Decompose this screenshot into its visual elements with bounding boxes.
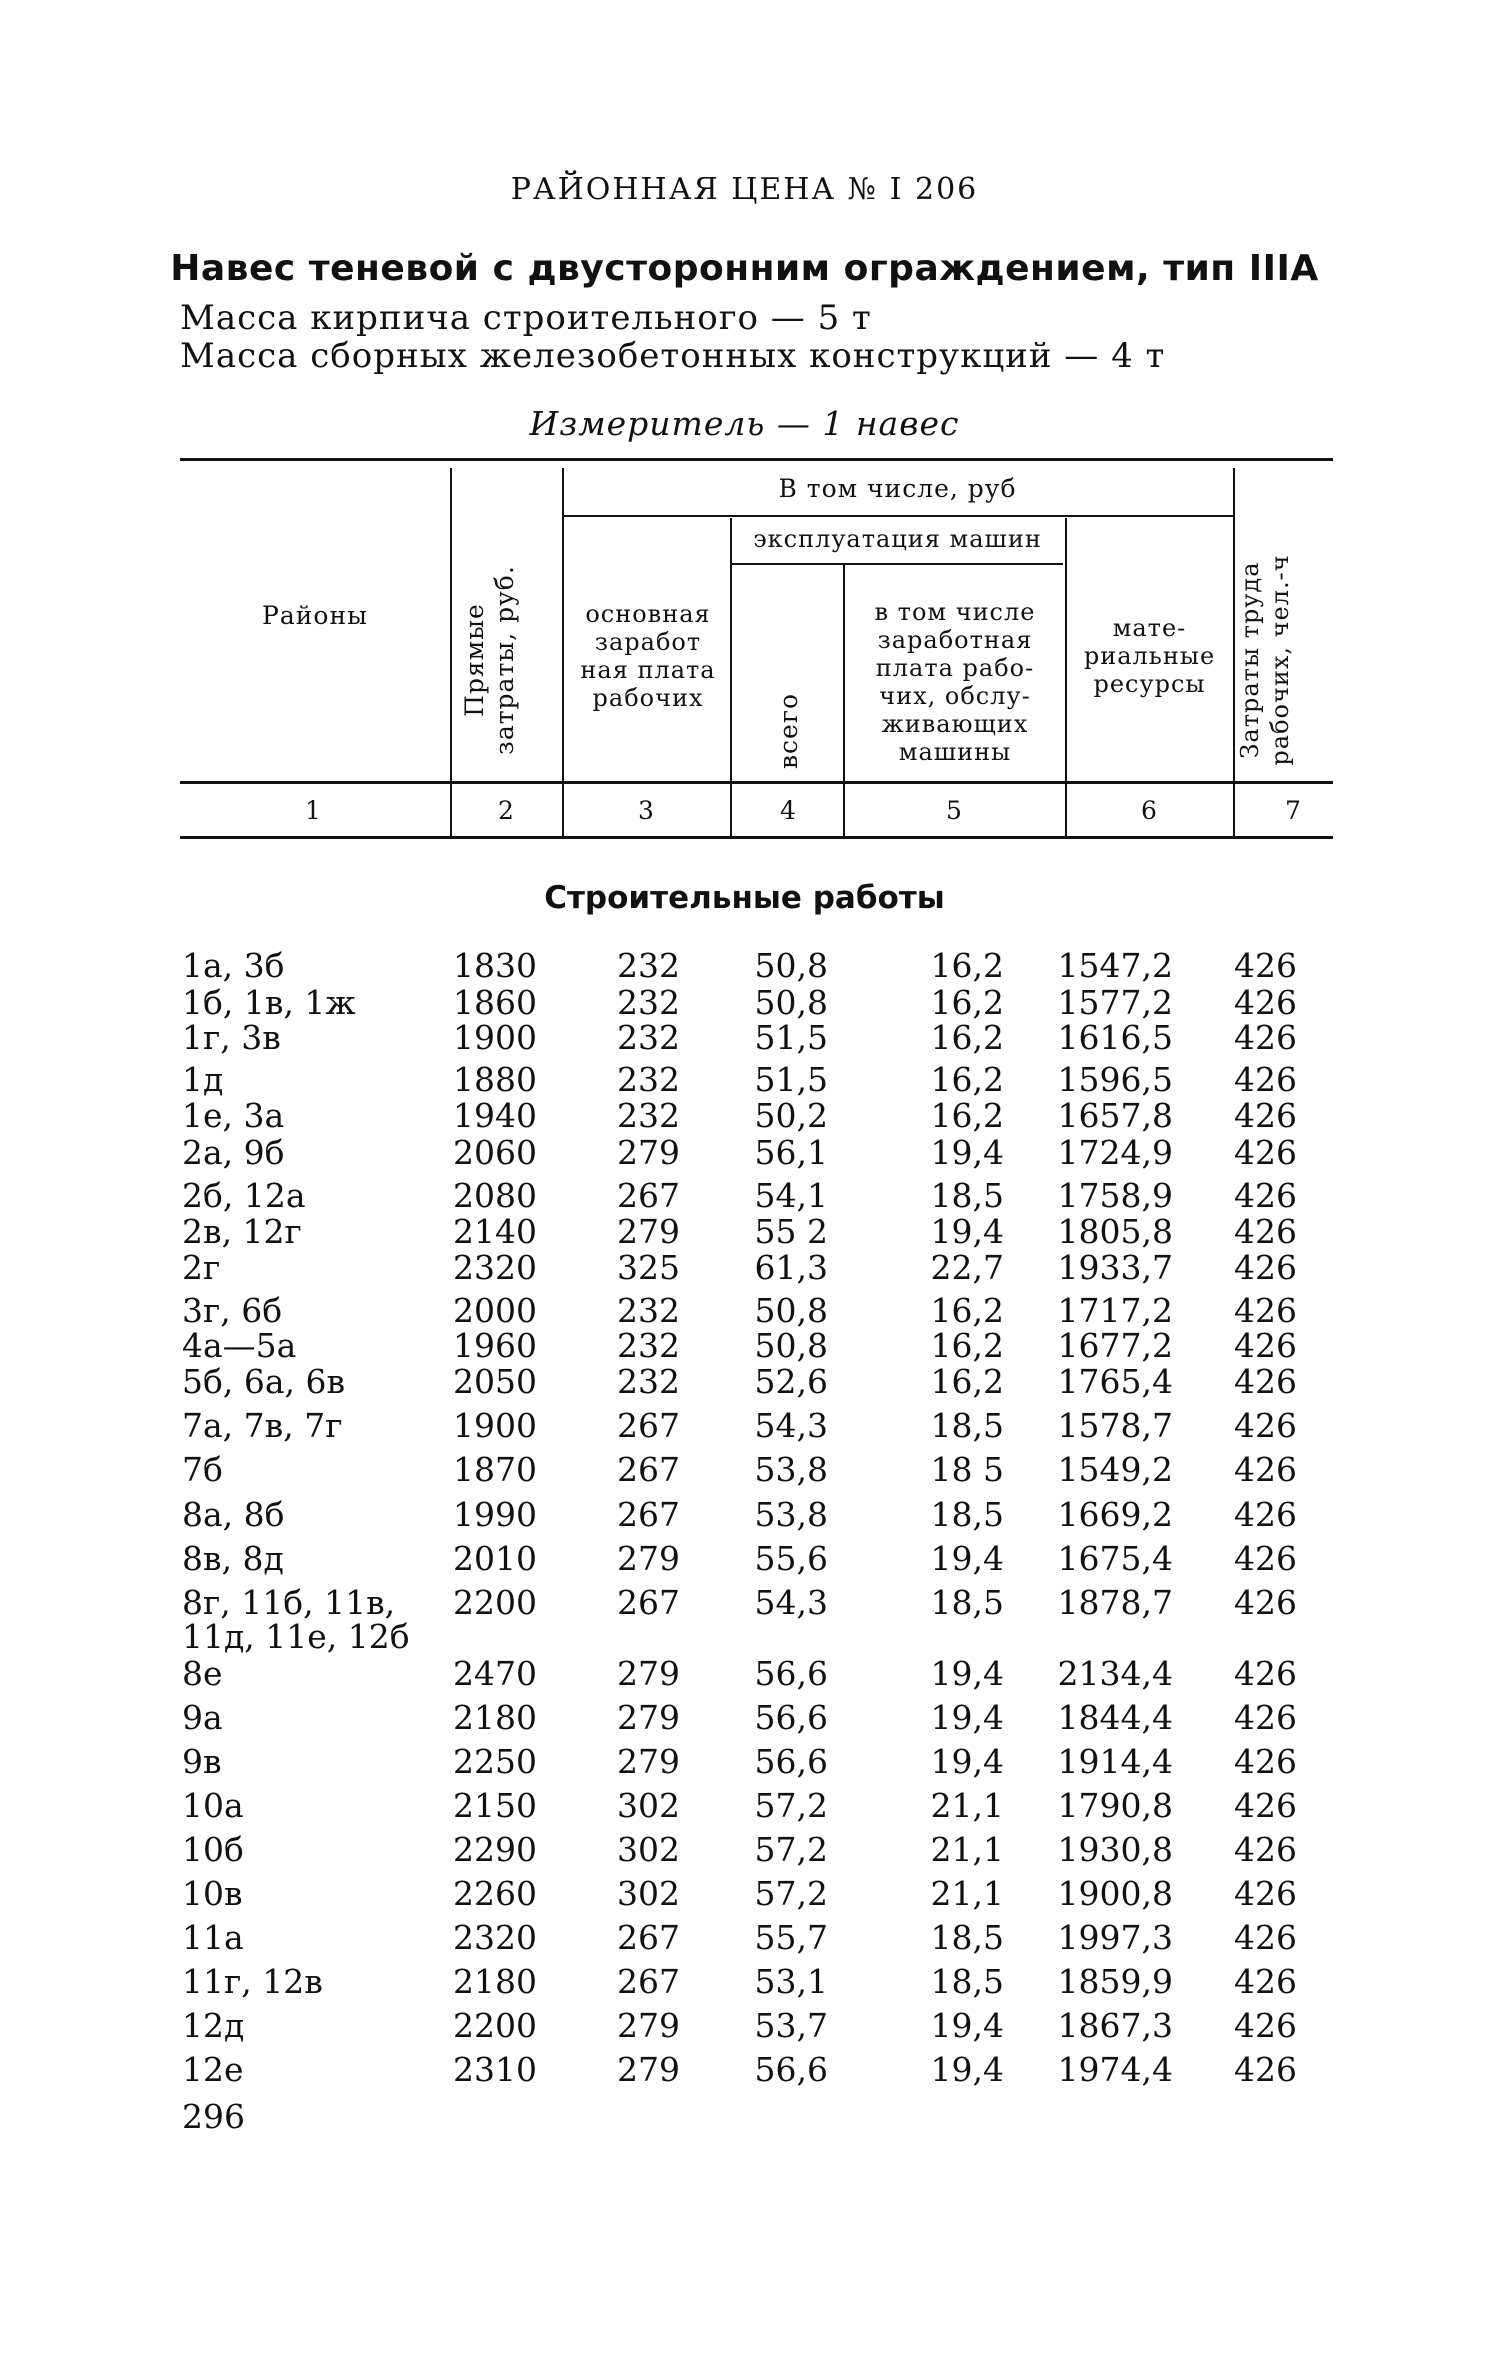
labor-cell: 426	[1234, 1786, 1297, 1825]
base-wage-cell: 267	[617, 1918, 680, 1957]
materials-cell: 1669,2	[1057, 1495, 1173, 1534]
machine-total-cell: 50,2	[754, 1096, 828, 1135]
page-header: РАЙОННАЯ ЦЕНА № I 206	[510, 172, 979, 207]
direct-costs-cell: 1960	[453, 1326, 537, 1365]
machine-total-cell: 54,3	[754, 1583, 828, 1622]
labor-cell: 426	[1234, 1212, 1297, 1251]
district-cell: 10а	[182, 1786, 244, 1825]
direct-costs-cell: 2200	[453, 1583, 537, 1622]
column-number-1: 1	[305, 796, 321, 825]
district-cell: 4а—5а	[182, 1326, 297, 1365]
labor-cell: 426	[1234, 2006, 1297, 2045]
machine-wage-cell: 16,2	[930, 1326, 1004, 1365]
mass-brick-line: Масса кирпича строительного — 5 т	[180, 298, 872, 338]
base-wage-cell: 279	[617, 1698, 680, 1737]
machine-wage-cell: 16,2	[930, 1018, 1004, 1057]
district-cell: 12е	[182, 2050, 244, 2089]
header-labor: Затраты труда рабочих, чел.-ч	[1236, 554, 1294, 766]
district-cell: 10б	[182, 1830, 244, 1869]
machine-wage-cell: 18,5	[930, 1495, 1004, 1534]
district-cell: 9в	[182, 1742, 222, 1781]
direct-costs-cell: 2180	[453, 1962, 537, 2001]
column-number-2: 2	[498, 796, 514, 825]
direct-costs-cell: 2250	[453, 1742, 537, 1781]
header-including: В том числе, руб	[778, 474, 1017, 503]
district-cell-continued: 11д, 11е, 12б	[182, 1617, 410, 1656]
base-wage-cell: 279	[617, 2050, 680, 2089]
column-number-5: 5	[946, 796, 962, 825]
labor-cell: 426	[1234, 1742, 1297, 1781]
machine-total-cell: 56,6	[754, 1742, 828, 1781]
header-direct-costs: Прямые затраты, руб.	[460, 565, 519, 755]
machine-wage-cell: 18,5	[930, 1962, 1004, 2001]
machine-wage-cell: 19,4	[930, 2006, 1004, 2045]
labor-cell: 426	[1234, 1326, 1297, 1365]
base-wage-cell: 302	[617, 1786, 680, 1825]
direct-costs-cell: 1870	[453, 1450, 537, 1489]
base-wage-cell: 232	[617, 1096, 680, 1135]
machine-total-cell: 51,5	[754, 1018, 828, 1057]
direct-costs-cell: 1880	[453, 1060, 537, 1099]
direct-costs-cell: 2180	[453, 1698, 537, 1737]
labor-cell: 426	[1234, 1248, 1297, 1287]
machine-wage-cell: 19,4	[930, 1654, 1004, 1693]
labor-cell: 426	[1234, 1962, 1297, 2001]
column-number-6: 6	[1141, 796, 1157, 825]
labor-cell: 426	[1234, 1018, 1297, 1057]
machine-wage-cell: 18,5	[930, 1406, 1004, 1445]
district-cell: 7а, 7в, 7г	[182, 1406, 343, 1445]
machine-total-cell: 56,6	[754, 2050, 828, 2089]
machine-total-cell: 57,2	[754, 1830, 828, 1869]
direct-costs-cell: 1830	[453, 946, 537, 985]
machine-total-cell: 56,6	[754, 1654, 828, 1693]
district-cell: 10в	[182, 1874, 243, 1913]
header-machine-wage: в том числе заработная плата рабо- чих, обслу- живающих машины	[874, 598, 1036, 766]
direct-costs-cell: 1990	[453, 1495, 537, 1534]
district-cell: 2г	[182, 1248, 221, 1287]
document-title: Навес теневой с двусторонним ограждением, тип IIIА	[170, 248, 1319, 289]
materials-cell: 1577,2	[1057, 983, 1173, 1022]
machine-total-cell: 56,6	[754, 1698, 828, 1737]
machine-wage-cell: 18,5	[930, 1176, 1004, 1215]
labor-cell: 426	[1234, 1495, 1297, 1534]
machine-total-cell: 50,8	[754, 946, 828, 985]
materials-cell: 1930,8	[1057, 1830, 1173, 1869]
materials-cell: 1997,3	[1057, 1918, 1173, 1957]
labor-cell: 426	[1234, 1406, 1297, 1445]
direct-costs-cell: 2140	[453, 1212, 537, 1251]
machine-wage-cell: 21,1	[930, 1874, 1004, 1913]
base-wage-cell: 279	[617, 1742, 680, 1781]
direct-costs-cell: 2000	[453, 1291, 537, 1330]
district-cell: 3г, 6б	[182, 1291, 283, 1330]
district-cell: 8в, 8д	[182, 1539, 284, 1578]
base-wage-cell: 267	[617, 1583, 680, 1622]
machine-total-cell: 55,6	[754, 1539, 828, 1578]
machine-total-cell: 50,8	[754, 1291, 828, 1330]
machine-total-cell: 50,8	[754, 983, 828, 1022]
district-cell: 8г, 11б, 11в,	[182, 1583, 396, 1622]
header-districts: Районы	[262, 601, 368, 630]
base-wage-cell: 232	[617, 1326, 680, 1365]
labor-cell: 426	[1234, 1096, 1297, 1135]
header-base-wage: основная заработ ная плата рабочих	[580, 600, 716, 712]
direct-costs-cell: 2290	[453, 1830, 537, 1869]
base-wage-cell: 267	[617, 1962, 680, 2001]
materials-cell: 1675,4	[1057, 1539, 1173, 1578]
direct-costs-cell: 2080	[453, 1176, 537, 1215]
materials-cell: 1616,5	[1057, 1018, 1173, 1057]
machine-total-cell: 54,1	[754, 1176, 828, 1215]
mass-concrete-line: Масса сборных железобетонных конструкций — 4 т	[180, 336, 1166, 376]
materials-cell: 1900,8	[1057, 1874, 1173, 1913]
machine-total-cell: 51,5	[754, 1060, 828, 1099]
base-wage-cell: 232	[617, 1291, 680, 1330]
machine-total-cell: 61,3	[754, 1248, 828, 1287]
machine-wage-cell: 16,2	[930, 1096, 1004, 1135]
materials-cell: 1933,7	[1057, 1248, 1173, 1287]
measure-unit: Измеритель — 1 навес	[529, 404, 960, 443]
labor-cell: 426	[1234, 946, 1297, 985]
materials-cell: 1657,8	[1057, 1096, 1173, 1135]
materials-cell: 1717,2	[1057, 1291, 1173, 1330]
machine-wage-cell: 16,2	[930, 983, 1004, 1022]
direct-costs-cell: 2320	[453, 1248, 537, 1287]
base-wage-cell: 325	[617, 1248, 680, 1287]
labor-cell: 426	[1234, 1060, 1297, 1099]
base-wage-cell: 267	[617, 1176, 680, 1215]
header-materials: мате- риальные ресурсы	[1083, 614, 1216, 698]
base-wage-cell: 267	[617, 1406, 680, 1445]
labor-cell: 426	[1234, 1133, 1297, 1172]
direct-costs-cell: 2470	[453, 1654, 537, 1693]
district-cell: 1б, 1в, 1ж	[182, 983, 356, 1022]
machine-wage-cell: 19,4	[930, 1698, 1004, 1737]
district-cell: 8е	[182, 1654, 223, 1693]
base-wage-cell: 232	[617, 1362, 680, 1401]
direct-costs-cell: 2010	[453, 1539, 537, 1578]
labor-cell: 426	[1234, 1874, 1297, 1913]
direct-costs-cell: 1900	[453, 1406, 537, 1445]
materials-cell: 1758,9	[1057, 1176, 1173, 1215]
district-cell: 7б	[182, 1450, 223, 1489]
district-cell: 1г, 3в	[182, 1018, 281, 1057]
base-wage-cell: 302	[617, 1874, 680, 1913]
machine-wage-cell: 16,2	[930, 1060, 1004, 1099]
materials-cell: 1549,2	[1057, 1450, 1173, 1489]
direct-costs-cell: 2200	[453, 2006, 537, 2045]
materials-cell: 1867,3	[1057, 2006, 1173, 2045]
direct-costs-cell: 2150	[453, 1786, 537, 1825]
machine-total-cell: 55 2	[754, 1212, 828, 1251]
machine-total-cell: 52,6	[754, 1362, 828, 1401]
direct-costs-cell: 1940	[453, 1096, 537, 1135]
header-machine-operation: эксплуатация машин	[753, 525, 1042, 553]
materials-cell: 1859,9	[1057, 1962, 1173, 2001]
machine-wage-cell: 19,4	[930, 1212, 1004, 1251]
district-cell: 11а	[182, 1918, 244, 1957]
base-wage-cell: 302	[617, 1830, 680, 1869]
machine-total-cell: 55,7	[754, 1918, 828, 1957]
labor-cell: 426	[1234, 1176, 1297, 1215]
labor-cell: 426	[1234, 2050, 1297, 2089]
page-number: 296	[182, 2097, 245, 2136]
materials-cell: 1547,2	[1057, 946, 1173, 985]
direct-costs-cell: 2310	[453, 2050, 537, 2089]
direct-costs-cell: 2260	[453, 1874, 537, 1913]
machine-total-cell: 54,3	[754, 1406, 828, 1445]
materials-cell: 1677,2	[1057, 1326, 1173, 1365]
base-wage-cell: 279	[617, 1539, 680, 1578]
machine-total-cell: 56,1	[754, 1133, 828, 1172]
labor-cell: 426	[1234, 1362, 1297, 1401]
labor-cell: 426	[1234, 1583, 1297, 1622]
base-wage-cell: 279	[617, 1654, 680, 1693]
machine-wage-cell: 19,4	[930, 1539, 1004, 1578]
machine-wage-cell: 22,7	[930, 1248, 1004, 1287]
base-wage-cell: 232	[617, 946, 680, 985]
direct-costs-cell: 2060	[453, 1133, 537, 1172]
machine-wage-cell: 16,2	[930, 1291, 1004, 1330]
labor-cell: 426	[1234, 1654, 1297, 1693]
district-cell: 9а	[182, 1698, 223, 1737]
machine-total-cell: 50,8	[754, 1326, 828, 1365]
materials-cell: 1596,5	[1057, 1060, 1173, 1099]
materials-cell: 1844,4	[1057, 1698, 1173, 1737]
materials-cell: 1765,4	[1057, 1362, 1173, 1401]
labor-cell: 426	[1234, 1918, 1297, 1957]
machine-total-cell: 53,8	[754, 1450, 828, 1489]
base-wage-cell: 279	[617, 2006, 680, 2045]
machine-wage-cell: 16,2	[930, 1362, 1004, 1401]
machine-wage-cell: 19,4	[930, 1133, 1004, 1172]
machine-total-cell: 53,7	[754, 2006, 828, 2045]
direct-costs-cell: 2320	[453, 1918, 537, 1957]
labor-cell: 426	[1234, 1291, 1297, 1330]
materials-cell: 1805,8	[1057, 1212, 1173, 1251]
direct-costs-cell: 1860	[453, 983, 537, 1022]
base-wage-cell: 232	[617, 983, 680, 1022]
materials-cell: 2134,4	[1057, 1654, 1173, 1693]
machine-wage-cell: 18,5	[930, 1918, 1004, 1957]
district-cell: 11г, 12в	[182, 1962, 323, 2001]
district-cell: 2а, 9б	[182, 1133, 285, 1172]
district-cell: 5б, 6а, 6в	[182, 1362, 346, 1401]
district-cell: 8а, 8б	[182, 1495, 285, 1534]
base-wage-cell: 267	[617, 1495, 680, 1534]
district-cell: 1е, 3а	[182, 1096, 285, 1135]
machine-wage-cell: 21,1	[930, 1830, 1004, 1869]
district-cell: 2в, 12г	[182, 1212, 302, 1251]
district-cell: 1д	[182, 1060, 224, 1099]
district-cell: 12д	[182, 2006, 245, 2045]
labor-cell: 426	[1234, 1450, 1297, 1489]
district-cell: 1а, 3б	[182, 946, 285, 985]
base-wage-cell: 279	[617, 1212, 680, 1251]
materials-cell: 1974,4	[1057, 2050, 1173, 2089]
column-number-3: 3	[638, 796, 654, 825]
labor-cell: 426	[1234, 983, 1297, 1022]
materials-cell: 1790,8	[1057, 1786, 1173, 1825]
labor-cell: 426	[1234, 1539, 1297, 1578]
base-wage-cell: 279	[617, 1133, 680, 1172]
base-wage-cell: 232	[617, 1018, 680, 1057]
machine-wage-cell: 19,4	[930, 1742, 1004, 1781]
machine-wage-cell: 16,2	[930, 946, 1004, 985]
machine-total-cell: 57,2	[754, 1786, 828, 1825]
machine-wage-cell: 18,5	[930, 1583, 1004, 1622]
header-machine-total: всего	[774, 692, 803, 770]
materials-cell: 1914,4	[1057, 1742, 1173, 1781]
column-number-4: 4	[780, 796, 796, 825]
base-wage-cell: 232	[617, 1060, 680, 1099]
base-wage-cell: 267	[617, 1450, 680, 1489]
machine-total-cell: 57,2	[754, 1874, 828, 1913]
materials-cell: 1724,9	[1057, 1133, 1173, 1172]
section-title: Строительные работы	[544, 880, 945, 916]
materials-cell: 1878,7	[1057, 1583, 1173, 1622]
machine-total-cell: 53,8	[754, 1495, 828, 1534]
materials-cell: 1578,7	[1057, 1406, 1173, 1445]
machine-wage-cell: 18 5	[930, 1450, 1004, 1489]
machine-total-cell: 53,1	[754, 1962, 828, 2001]
labor-cell: 426	[1234, 1830, 1297, 1869]
machine-wage-cell: 21,1	[930, 1786, 1004, 1825]
direct-costs-cell: 1900	[453, 1018, 537, 1057]
direct-costs-cell: 2050	[453, 1362, 537, 1401]
column-number-7: 7	[1285, 796, 1301, 825]
machine-wage-cell: 19,4	[930, 2050, 1004, 2089]
labor-cell: 426	[1234, 1698, 1297, 1737]
district-cell: 2б, 12а	[182, 1176, 306, 1215]
